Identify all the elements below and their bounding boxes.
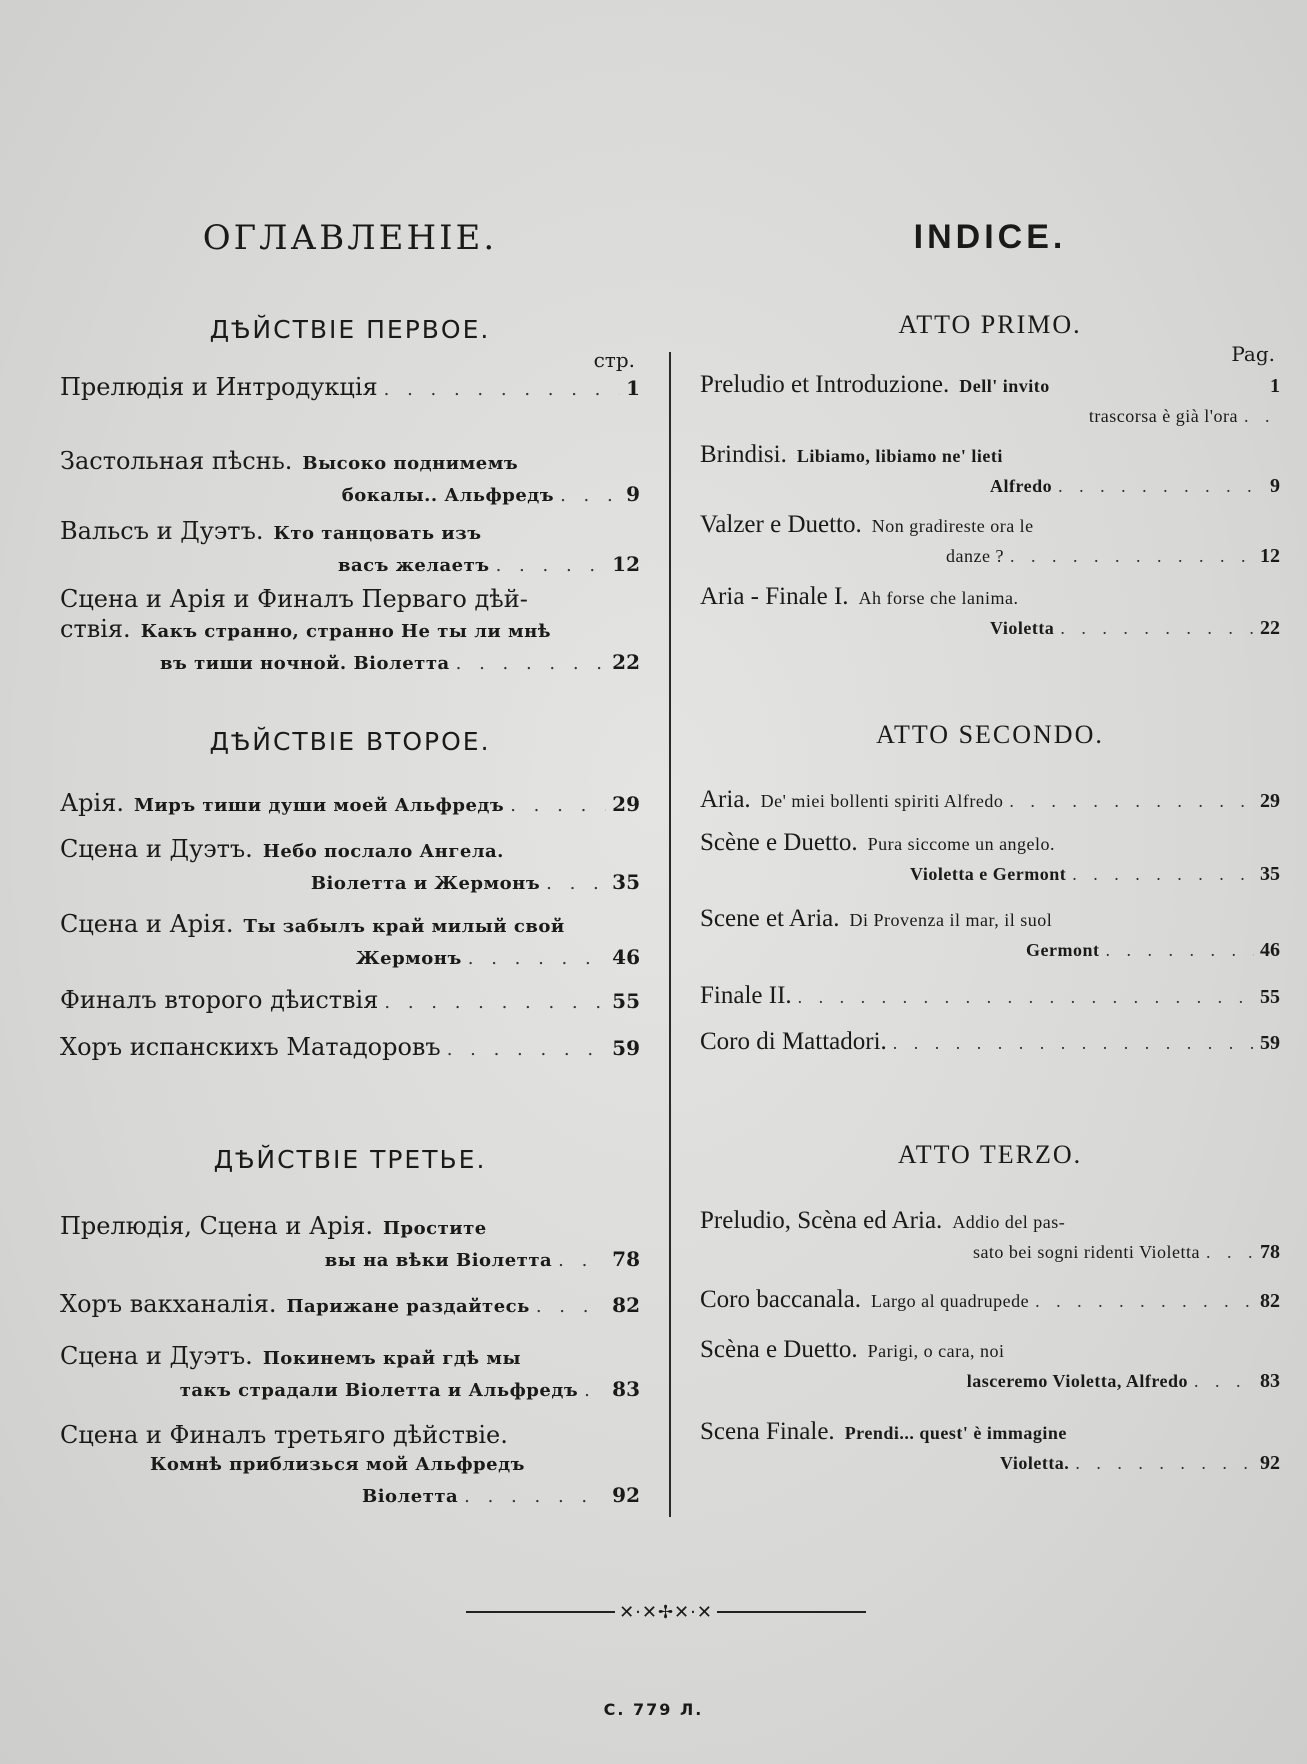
entry-page: 35 bbox=[612, 870, 640, 894]
entry-title-cont: ствія. bbox=[60, 615, 131, 643]
entry-subtitle: Кто танцовать изъ bbox=[273, 523, 482, 544]
italian-act1-title: ATTO PRIMO. bbox=[898, 310, 1082, 339]
entry-subtitle: Violetta e Germont bbox=[910, 864, 1067, 884]
entry-subtitle: Віолетта bbox=[362, 1486, 459, 1507]
entry-subtitle: вы на вѣки Віолетта bbox=[324, 1250, 553, 1271]
entry-title: Хоръ испанскихъ Матадоровъ bbox=[60, 1033, 441, 1061]
entry-page: 12 bbox=[612, 552, 640, 576]
entry-page: 78 bbox=[612, 1247, 640, 1271]
entry-page: 82 bbox=[1260, 1290, 1280, 1312]
toc-entry[interactable] bbox=[700, 1206, 1280, 1267]
entry-title: Сцена и Финалъ третьяго дѣйствіе. bbox=[60, 1421, 508, 1449]
entry-page: 1 bbox=[1270, 375, 1280, 397]
entry-subtitle: Віолетта и Жермонъ bbox=[310, 873, 541, 894]
entry-page: 59 bbox=[612, 1036, 640, 1060]
toc-entry[interactable] bbox=[700, 904, 1280, 965]
column-divider bbox=[669, 352, 671, 1517]
entry-page: 55 bbox=[612, 989, 640, 1013]
entry-title: Хоръ вакханалія. bbox=[60, 1290, 277, 1318]
entry-title: Прелюдія, Сцена и Арія. bbox=[60, 1212, 374, 1240]
footer-catalog-number: С. 779 Л. bbox=[603, 1700, 704, 1719]
entry-subtitle: danze ? bbox=[946, 546, 1004, 566]
entry-page: 22 bbox=[612, 650, 640, 674]
entry-subtitle: Alfredo bbox=[990, 476, 1053, 496]
russian-page-label: стр. bbox=[593, 348, 635, 372]
entry-subtitle: Non gradireste ora le bbox=[871, 516, 1034, 536]
russian-act1-title: ДѢЙСТВІЕ ПЕРВОЕ. bbox=[209, 315, 491, 344]
entry-page: 92 bbox=[612, 1483, 640, 1507]
entry-subtitle: Violetta bbox=[990, 618, 1055, 638]
entry-page: 83 bbox=[612, 1377, 640, 1401]
entry-title: Coro baccanala. bbox=[700, 1286, 862, 1313]
russian-main-title: ОГЛАВЛЕНІЕ. bbox=[202, 218, 498, 258]
toc-entry[interactable] bbox=[700, 1285, 1280, 1316]
entry-page: 29 bbox=[612, 792, 640, 816]
toc-entry[interactable] bbox=[60, 909, 640, 974]
ornament-rule-left bbox=[466, 1611, 615, 1613]
entry-page: 22 bbox=[1260, 617, 1280, 639]
entry-subtitle: Germont bbox=[1026, 940, 1100, 960]
toc-entry[interactable] bbox=[60, 1289, 640, 1322]
entry-subtitle: Dell' invito bbox=[959, 376, 1050, 396]
entry-title: Preludio, Scèna ed Aria. bbox=[700, 1207, 943, 1234]
entry-title: Aria - Finale I. bbox=[700, 583, 849, 610]
entry-page: 46 bbox=[1260, 939, 1280, 961]
entry-subtitle: Простите bbox=[383, 1218, 487, 1239]
entry-subtitle: sato bei sogni ridenti Violetta bbox=[972, 1242, 1200, 1262]
entry-title: Scene et Aria. bbox=[700, 905, 840, 932]
entry-page: 1 bbox=[626, 376, 640, 400]
toc-entry[interactable] bbox=[60, 446, 640, 511]
entry-subtitle: Высоко поднимемъ bbox=[302, 453, 519, 474]
toc-entry[interactable] bbox=[60, 372, 640, 405]
entry-subtitle: въ тиши ночной. Віолетта bbox=[160, 653, 450, 674]
entry-title: Финалъ второго дѣиствія bbox=[60, 986, 379, 1014]
toc-entry[interactable] bbox=[60, 1420, 640, 1512]
entry-subtitle: Pura siccome un angelo. bbox=[867, 834, 1056, 854]
entry-subtitle: Di Provenza il mar, il suol bbox=[849, 910, 1053, 930]
entry-subtitle: Комнѣ приблизься мой Альфредъ bbox=[150, 1454, 525, 1475]
toc-entry[interactable] bbox=[700, 510, 1280, 571]
toc-entry[interactable] bbox=[700, 1335, 1280, 1396]
entry-subtitle: такъ страдали Віолетта и Альфредъ bbox=[179, 1380, 579, 1401]
entry-page: 29 bbox=[1260, 790, 1280, 812]
entry-title: Прелюдія и Интродукція bbox=[60, 373, 378, 401]
italian-act3-title: ATTO TERZO. bbox=[897, 1140, 1083, 1169]
entry-subtitle: васъ желаетъ bbox=[338, 555, 490, 576]
entry-page: 9 bbox=[626, 482, 640, 506]
entry-title: Brindisi. bbox=[700, 441, 787, 468]
ornament-divider bbox=[466, 1602, 866, 1622]
entry-subtitle: Prendi... quest' è immagine bbox=[844, 1423, 1067, 1443]
toc-entry[interactable] bbox=[700, 981, 1280, 1012]
entry-subtitle: Violetta. bbox=[1000, 1453, 1070, 1473]
toc-entry[interactable] bbox=[60, 788, 640, 821]
entry-subtitle: Небо послало Ангела. bbox=[262, 841, 504, 862]
entry-subtitle: Ты забылъ край милый свой bbox=[243, 916, 565, 937]
entry-title: Scena Finale. bbox=[700, 1418, 835, 1445]
entry-title: Застольная пѣснь. bbox=[60, 447, 293, 475]
russian-act3-title: ДѢЙСТВІЕ ТРЕТЬЕ. bbox=[213, 1145, 487, 1174]
entry-title: Сцена и Дуэтъ. bbox=[60, 835, 253, 863]
entry-title: Сцена и Арія и Финалъ Перваго дѣй- bbox=[60, 585, 528, 613]
entry-page: 83 bbox=[1260, 1370, 1280, 1392]
entry-title: Valzer e Duetto. bbox=[700, 511, 862, 538]
entry-subtitle: Покинемъ край гдѣ мы bbox=[262, 1348, 521, 1369]
ornament-rule-right bbox=[717, 1611, 866, 1613]
entry-subtitle: Какъ странно, странно Не ты ли мнѣ bbox=[140, 621, 551, 642]
entry-subtitle: Parigi, o cara, noi bbox=[867, 1341, 1005, 1361]
entry-page: 55 bbox=[1260, 986, 1280, 1008]
entry-subtitle: Миръ тиши души моей Альфредъ bbox=[133, 795, 505, 816]
ornament-glyph: ✕·✕✢✕·✕ bbox=[619, 1601, 713, 1623]
entry-page: 46 bbox=[612, 945, 640, 969]
entry-subtitle: Жермонъ bbox=[356, 948, 462, 969]
toc-entry[interactable] bbox=[700, 785, 1280, 816]
toc-entry[interactable] bbox=[60, 584, 640, 679]
toc-entry[interactable] bbox=[60, 1341, 640, 1406]
entry-subtitle: lasceremo Violetta, Alfredo bbox=[966, 1371, 1188, 1391]
toc-entry[interactable] bbox=[60, 834, 640, 899]
toc-entry[interactable] bbox=[700, 1417, 1280, 1478]
entry-title: Вальсъ и Дуэтъ. bbox=[60, 517, 264, 545]
entry-subtitle: Парижане раздайтесь bbox=[286, 1296, 530, 1317]
entry-title: Coro di Mattadori. bbox=[700, 1028, 887, 1055]
entry-page: 35 bbox=[1260, 863, 1280, 885]
entry-title: Preludio et Introduzione. bbox=[700, 371, 950, 398]
entry-subtitle: Largo al quadrupede bbox=[871, 1291, 1030, 1311]
entry-page: 82 bbox=[612, 1293, 640, 1317]
entry-title: Сцена и Арія. bbox=[60, 910, 234, 938]
entry-subtitle: De' miei bollenti spiriti Alfredo bbox=[760, 791, 1004, 811]
toc-entry[interactable] bbox=[60, 985, 640, 1018]
russian-act2-title: ДѢЙСТВІЕ ВТОРОЕ. bbox=[209, 727, 491, 756]
entry-title: Scène e Duetto. bbox=[700, 829, 858, 856]
toc-entry[interactable] bbox=[700, 370, 1280, 431]
italian-act2-title: ATTO SECONDO. bbox=[876, 720, 1104, 749]
entry-title: Scèna e Duetto. bbox=[700, 1336, 858, 1363]
toc-entry[interactable] bbox=[700, 440, 1280, 501]
entry-title: Aria. bbox=[700, 786, 751, 813]
toc-entry[interactable] bbox=[60, 1211, 640, 1276]
entry-subtitle: Addio del pas- bbox=[952, 1212, 1066, 1232]
entry-subtitle: бокалы.. Альфредъ bbox=[341, 485, 555, 506]
toc-entry[interactable] bbox=[700, 1027, 1280, 1058]
entry-subtitle: Libiamo, libiamo ne' lieti bbox=[796, 446, 1003, 466]
entry-page: 59 bbox=[1260, 1032, 1280, 1054]
entry-page: 12 bbox=[1260, 545, 1280, 567]
entry-page: 92 bbox=[1260, 1452, 1280, 1474]
entry-page: 9 bbox=[1270, 475, 1280, 497]
entry-subtitle: trascorsa è già l'ora bbox=[1088, 406, 1238, 426]
entry-title: Арія. bbox=[60, 789, 124, 817]
toc-entry[interactable] bbox=[60, 516, 640, 581]
entry-title: Сцена и Дуэтъ. bbox=[60, 1342, 253, 1370]
italian-main-title: INDICE. bbox=[913, 218, 1067, 256]
toc-entry[interactable] bbox=[60, 1032, 640, 1065]
entry-page: 78 bbox=[1260, 1241, 1280, 1263]
toc-entry[interactable] bbox=[700, 582, 1280, 643]
italian-page-label: Pag. bbox=[1231, 342, 1275, 366]
entry-title: Finale II. bbox=[700, 982, 792, 1009]
toc-entry[interactable] bbox=[700, 828, 1280, 889]
entry-subtitle: Ah forse che lanima. bbox=[858, 588, 1019, 608]
